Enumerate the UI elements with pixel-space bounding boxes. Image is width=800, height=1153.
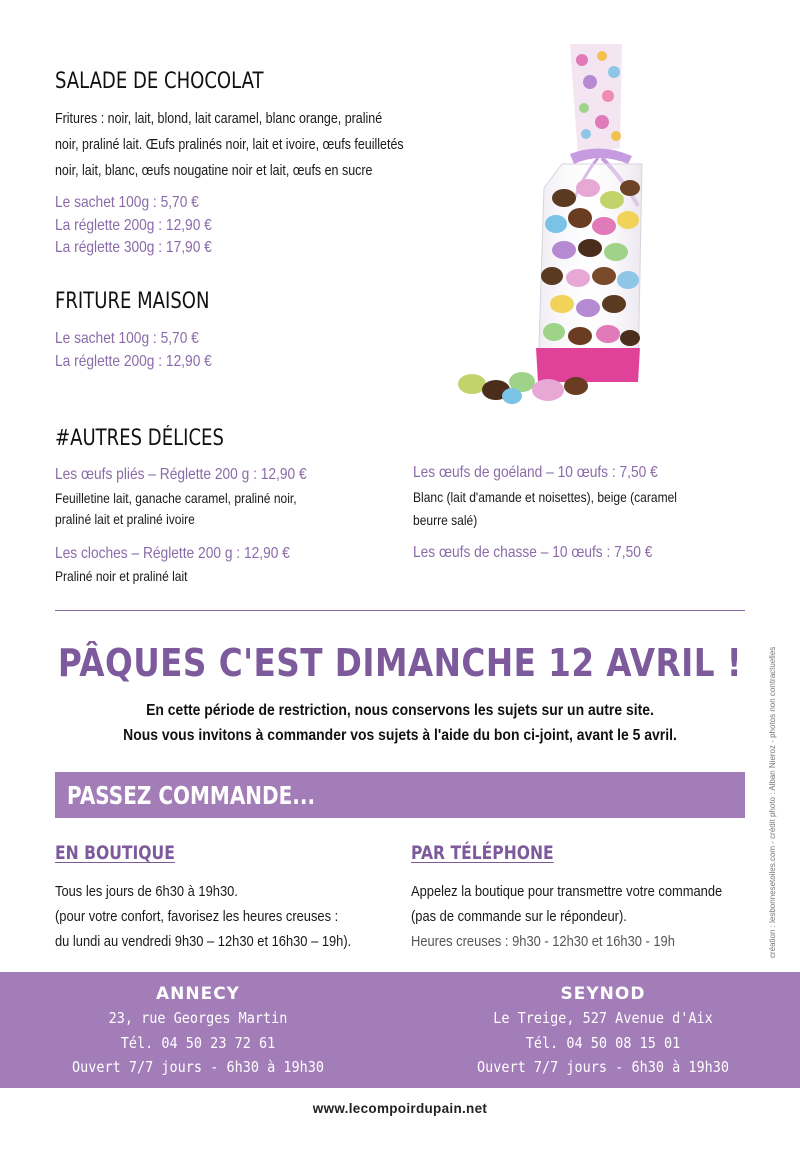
- store-phone: Tél. 04 50 08 15 01: [525, 1033, 681, 1052]
- store-city: ANNECY: [155, 984, 240, 1004]
- item-price: Les œufs de chasse – 10 œufs : 7,50 €: [413, 544, 653, 561]
- easter-headline: PÂQUES C'EST DIMANCHE 12 AVRIL !: [57, 641, 743, 685]
- store-city: SEYNOD: [560, 984, 646, 1004]
- telephone-title: PAR TÉLÉPHONE: [411, 842, 554, 864]
- boutique-text: [55, 879, 351, 954]
- notice-line: Nous vous invitons à commander vos sujets à l'aide du bon ci-joint, avant le 5 avril.: [123, 727, 677, 744]
- telephone-line: (pas de commande sur le répondeur).: [411, 908, 627, 925]
- boutique-line: Tous les jours de 6h30 à 19h30.: [55, 883, 238, 900]
- price-line: Le sachet 100g : 5,70 €: [55, 330, 199, 347]
- friture-prices: [55, 328, 212, 373]
- order-banner: [55, 772, 745, 818]
- store-phone: Tél. 04 50 23 72 61: [120, 1033, 276, 1052]
- chocolate-bag-image: [452, 38, 652, 410]
- website-link[interactable]: www.lecompoirdupain.net: [312, 1101, 488, 1116]
- item-description: [55, 566, 188, 587]
- price-line: La réglette 300g : 17,90 €: [55, 239, 212, 256]
- item-description-line: Feuilletine lait, ganache caramel, praliné noir,: [55, 490, 297, 506]
- item-description-line: Praliné noir et praliné lait: [55, 568, 188, 584]
- salade-prices: [55, 192, 212, 260]
- store-hours: Ouvert 7/7 jours - 6h30 à 19h30: [72, 1058, 324, 1076]
- salade-description-line: Fritures : noir, lait, blond, lait caramel, blanc orange, praliné: [55, 111, 383, 127]
- telephone-text: [411, 879, 722, 954]
- autres-title: #AUTRES DÉLICES: [55, 426, 224, 451]
- item-description-line: praliné lait et praliné ivoire: [55, 511, 195, 527]
- order-banner-title: PASSEZ COMMANDE...: [67, 781, 316, 810]
- section-divider: [55, 610, 745, 611]
- friture-title: FRITURE MAISON: [55, 289, 210, 314]
- item-description: [55, 488, 297, 530]
- price-line: La réglette 200g : 12,90 €: [55, 216, 212, 234]
- store-address: 23, rue Georges Martin: [108, 1009, 288, 1027]
- store-seynod: [443, 982, 763, 1080]
- salade-description: [55, 106, 404, 184]
- item-description-line: beurre salé): [413, 512, 478, 528]
- price-line: Le sachet 100g : 5,70 €: [55, 194, 199, 211]
- salade-description-line: noir, lait, blanc, œufs nougatine noir et lait, œufs en sucre: [55, 163, 373, 179]
- item-price: Les cloches – Réglette 200 g : 12,90 €: [55, 545, 290, 562]
- boutique-line: du lundi au vendredi 9h30 – 12h30 et 16h30 – 19h).: [55, 933, 352, 950]
- store-address: Le Treige, 527 Avenue d'Aix: [493, 1009, 713, 1027]
- item-description: [413, 486, 677, 532]
- stores-footer: [0, 972, 800, 1088]
- photo-credit: création : lesbonnesetoiles.com - crédit photo : Alban Nieroz - photos non contractuelles: [768, 646, 777, 958]
- boutique-title: EN BOUTIQUE: [55, 842, 175, 864]
- store-annecy: [38, 982, 358, 1080]
- item-price: Les œufs pliés – Réglette 200 g : 12,90 €: [55, 466, 307, 483]
- store-hours: Ouvert 7/7 jours - 6h30 à 19h30: [477, 1058, 729, 1076]
- salade-description-line: noir, praliné lait. Œufs pralinés noir, lait et ivoire, œufs feuilletés: [55, 137, 404, 153]
- telephone-line: Appelez la boutique pour transmettre votre commande: [411, 883, 723, 900]
- notice-line: En cette période de restriction, nous conservons les sujets sur un autre site.: [146, 702, 654, 719]
- salade-title: SALADE DE CHOCOLAT: [55, 69, 264, 94]
- item-description-line: Blanc (lait d'amande et noisettes), beige (caramel: [413, 489, 677, 505]
- item-price: Les œufs de goéland – 10 œufs : 7,50 €: [413, 464, 658, 481]
- boutique-line: (pour votre confort, favorisez les heures creuses :: [55, 908, 339, 925]
- price-line: La réglette 200g : 12,90 €: [55, 352, 212, 370]
- telephone-hours: Heures creuses : 9h30 - 12h30 et 16h30 - 19h: [411, 933, 675, 950]
